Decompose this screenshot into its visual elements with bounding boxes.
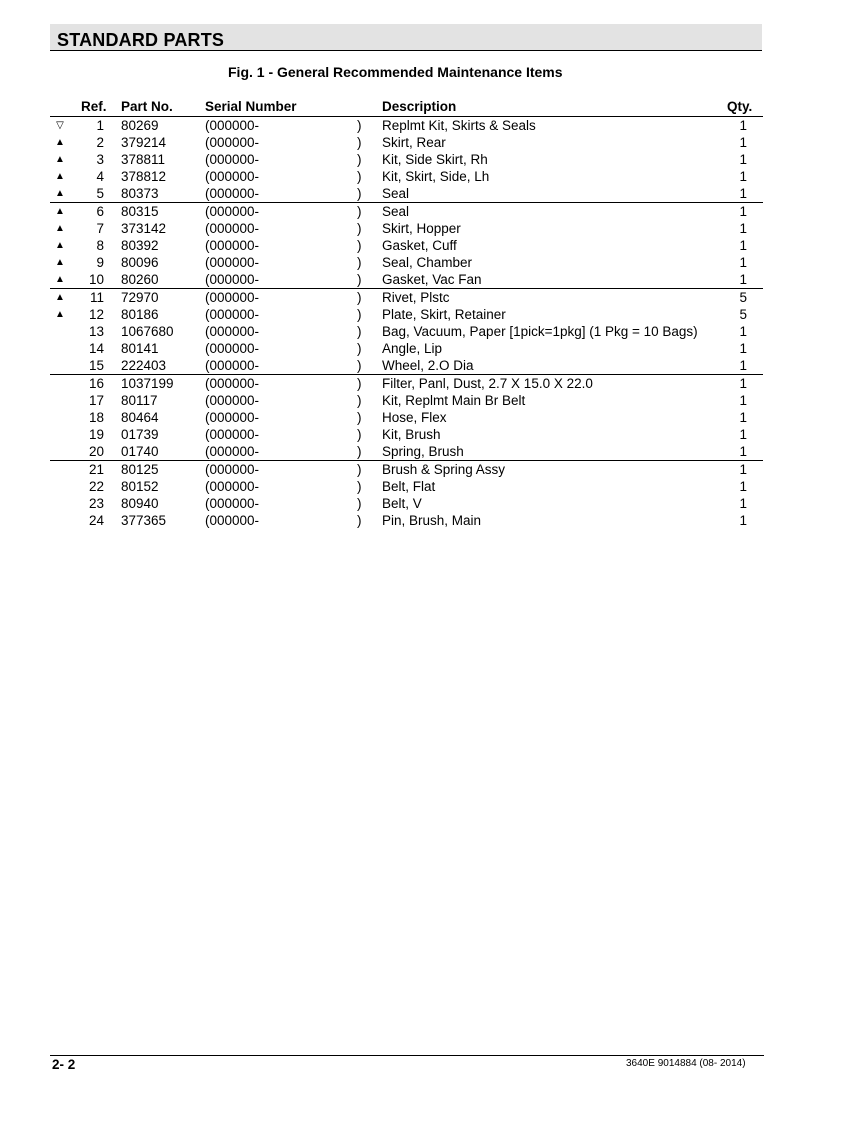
description-cell: Pin, Brush, Main bbox=[382, 513, 482, 528]
ref-cell: 7 bbox=[96, 221, 104, 236]
description-cell: Hose, Flex bbox=[382, 410, 447, 425]
description-cell: Rivet, Plstc bbox=[382, 290, 450, 305]
part-no-cell: 01739 bbox=[121, 427, 159, 442]
qty-cell: 1 bbox=[739, 152, 747, 167]
row-marker-icon: ▲ bbox=[55, 240, 65, 251]
ref-cell: 10 bbox=[88, 272, 104, 287]
ref-cell: 4 bbox=[96, 169, 104, 184]
section-header bbox=[50, 24, 762, 51]
part-no-cell: 01740 bbox=[121, 444, 159, 459]
description-cell: Replmt Kit, Skirts & Seals bbox=[382, 118, 536, 133]
part-no-cell: 80392 bbox=[121, 238, 159, 253]
description-cell: Seal, Chamber bbox=[382, 255, 473, 270]
serial-number-cell: (000000- bbox=[205, 427, 260, 442]
qty-cell: 1 bbox=[739, 341, 747, 356]
description-cell: Angle, Lip bbox=[382, 341, 443, 356]
row-marker-icon: ▽ bbox=[56, 120, 64, 131]
serial-number-cell: (000000- bbox=[205, 358, 260, 373]
serial-close-cell: ) bbox=[357, 358, 362, 373]
serial-close-cell: ) bbox=[357, 221, 362, 236]
table-row bbox=[50, 461, 763, 478]
section-title: STANDARD PARTS bbox=[57, 30, 225, 50]
ref-cell: 24 bbox=[88, 513, 104, 528]
description-cell: Belt, V bbox=[382, 496, 422, 511]
row-marker-icon: ▲ bbox=[55, 171, 65, 182]
serial-close-cell: ) bbox=[357, 118, 362, 133]
part-no-cell: 80141 bbox=[121, 341, 159, 356]
column-header-ref: Ref. bbox=[81, 99, 107, 114]
part-no-cell: 80186 bbox=[121, 307, 159, 322]
part-no-cell: 1037199 bbox=[121, 376, 174, 391]
part-no-cell: 377365 bbox=[121, 513, 167, 528]
ref-cell: 22 bbox=[88, 479, 104, 494]
serial-close-cell: ) bbox=[357, 393, 362, 408]
description-cell: Seal bbox=[382, 186, 410, 201]
table-row bbox=[50, 375, 763, 392]
ref-cell: 19 bbox=[88, 427, 104, 442]
row-marker-icon: ▲ bbox=[55, 257, 65, 268]
row-marker-icon: ▲ bbox=[55, 309, 65, 320]
table-row bbox=[50, 117, 763, 134]
row-marker-icon: ▲ bbox=[55, 274, 65, 285]
serial-close-cell: ) bbox=[357, 307, 362, 322]
serial-number-cell: (000000- bbox=[205, 290, 260, 305]
serial-number-cell: (000000- bbox=[205, 135, 260, 150]
table-header bbox=[50, 98, 763, 117]
table-row bbox=[50, 323, 763, 340]
column-header-description: Description bbox=[382, 99, 457, 114]
serial-close-cell: ) bbox=[357, 324, 362, 339]
table-row bbox=[50, 512, 763, 529]
qty-cell: 1 bbox=[739, 118, 747, 133]
description-cell: Kit, Replmt Main Br Belt bbox=[382, 393, 526, 408]
description-cell: Skirt, Hopper bbox=[382, 221, 461, 236]
row-marker-icon: ▲ bbox=[55, 137, 65, 148]
serial-number-cell: (000000- bbox=[205, 238, 260, 253]
ref-cell: 8 bbox=[96, 238, 104, 253]
serial-number-cell: (000000- bbox=[205, 376, 260, 391]
qty-cell: 1 bbox=[739, 238, 747, 253]
serial-close-cell: ) bbox=[357, 479, 362, 494]
figure-title: Fig. 1 - General Recommended Maintenance Items bbox=[228, 64, 563, 80]
part-no-cell: 373142 bbox=[121, 221, 167, 236]
table-row bbox=[50, 306, 763, 323]
part-no-cell: 378812 bbox=[121, 169, 167, 184]
description-cell: Gasket, Cuff bbox=[382, 238, 457, 253]
serial-close-cell: ) bbox=[357, 290, 362, 305]
footer-divider bbox=[50, 1055, 764, 1056]
serial-close-cell: ) bbox=[357, 341, 362, 356]
description-cell: Kit, Side Skirt, Rh bbox=[382, 152, 488, 167]
row-marker-icon: ▲ bbox=[55, 223, 65, 234]
table-row bbox=[50, 237, 763, 254]
ref-cell: 18 bbox=[88, 410, 104, 425]
qty-cell: 5 bbox=[739, 307, 747, 322]
row-marker-icon: ▲ bbox=[55, 154, 65, 165]
ref-cell: 15 bbox=[88, 358, 104, 373]
serial-number-cell: (000000- bbox=[205, 152, 260, 167]
qty-cell: 1 bbox=[739, 410, 747, 425]
part-no-cell: 80152 bbox=[121, 479, 159, 494]
serial-number-cell: (000000- bbox=[205, 410, 260, 425]
ref-cell: 12 bbox=[88, 307, 104, 322]
description-cell: Spring, Brush bbox=[382, 444, 464, 459]
page-number: 2- 2 bbox=[52, 1057, 76, 1072]
qty-cell: 1 bbox=[739, 496, 747, 511]
description-cell: Kit, Brush bbox=[382, 427, 441, 442]
serial-number-cell: (000000- bbox=[205, 118, 260, 133]
table-row bbox=[50, 357, 763, 375]
ref-cell: 17 bbox=[88, 393, 104, 408]
serial-close-cell: ) bbox=[357, 255, 362, 270]
ref-cell: 1 bbox=[96, 118, 104, 133]
part-no-cell: 72970 bbox=[121, 290, 159, 305]
qty-cell: 1 bbox=[739, 393, 747, 408]
qty-cell: 1 bbox=[739, 204, 747, 219]
description-cell: Belt, Flat bbox=[382, 479, 436, 494]
description-cell: Kit, Skirt, Side, Lh bbox=[382, 169, 490, 184]
table-row bbox=[50, 409, 763, 426]
part-no-cell: 80464 bbox=[121, 410, 159, 425]
ref-cell: 21 bbox=[88, 462, 104, 477]
ref-cell: 23 bbox=[88, 496, 104, 511]
table-row bbox=[50, 443, 763, 461]
column-header-serial-number: Serial Number bbox=[205, 99, 297, 114]
serial-close-cell: ) bbox=[357, 238, 362, 253]
table-row bbox=[50, 185, 763, 203]
table-row bbox=[50, 220, 763, 237]
table-row bbox=[50, 203, 763, 220]
qty-cell: 1 bbox=[739, 324, 747, 339]
description-cell: Gasket, Vac Fan bbox=[382, 272, 482, 287]
serial-number-cell: (000000- bbox=[205, 221, 260, 236]
description-cell: Plate, Skirt, Retainer bbox=[382, 307, 506, 322]
table-row bbox=[50, 289, 763, 306]
qty-cell: 1 bbox=[739, 376, 747, 391]
row-marker-icon: ▲ bbox=[55, 292, 65, 303]
serial-number-cell: (000000- bbox=[205, 479, 260, 494]
serial-number-cell: (000000- bbox=[205, 393, 260, 408]
qty-cell: 1 bbox=[739, 255, 747, 270]
table-row bbox=[50, 495, 763, 512]
serial-number-cell: (000000- bbox=[205, 462, 260, 477]
serial-close-cell: ) bbox=[357, 376, 362, 391]
part-no-cell: 80117 bbox=[121, 393, 158, 408]
table-row bbox=[50, 340, 763, 357]
parts-table bbox=[50, 98, 763, 529]
table-row bbox=[50, 478, 763, 495]
serial-close-cell: ) bbox=[357, 496, 362, 511]
serial-number-cell: (000000- bbox=[205, 204, 260, 219]
serial-number-cell: (000000- bbox=[205, 444, 260, 459]
description-cell: Wheel, 2.O Dia bbox=[382, 358, 474, 373]
part-no-cell: 379214 bbox=[121, 135, 167, 150]
part-no-cell: 80315 bbox=[121, 204, 159, 219]
ref-cell: 16 bbox=[88, 376, 104, 391]
table-row bbox=[50, 426, 763, 443]
part-no-cell: 80260 bbox=[121, 272, 159, 287]
ref-cell: 2 bbox=[96, 135, 104, 150]
qty-cell: 1 bbox=[739, 358, 747, 373]
column-header-qty: Qty. bbox=[727, 99, 753, 114]
row-marker-icon: ▲ bbox=[55, 206, 65, 217]
serial-close-cell: ) bbox=[357, 410, 362, 425]
serial-close-cell: ) bbox=[357, 513, 362, 528]
ref-cell: 11 bbox=[89, 290, 104, 305]
serial-number-cell: (000000- bbox=[205, 272, 260, 287]
table-row bbox=[50, 151, 763, 168]
serial-close-cell: ) bbox=[357, 427, 362, 442]
part-no-cell: 80096 bbox=[121, 255, 159, 270]
serial-close-cell: ) bbox=[357, 152, 362, 167]
document-reference: 3640E 9014884 (08- 2014) bbox=[626, 1058, 746, 1069]
row-marker-icon: ▲ bbox=[55, 188, 65, 199]
qty-cell: 1 bbox=[739, 444, 747, 459]
serial-number-cell: (000000- bbox=[205, 169, 260, 184]
ref-cell: 9 bbox=[96, 255, 104, 270]
table-row bbox=[50, 392, 763, 409]
serial-number-cell: (000000- bbox=[205, 496, 260, 511]
description-cell: Brush & Spring Assy bbox=[382, 462, 506, 477]
serial-close-cell: ) bbox=[357, 135, 362, 150]
part-no-cell: 80940 bbox=[121, 496, 159, 511]
serial-close-cell: ) bbox=[357, 169, 362, 184]
ref-cell: 13 bbox=[88, 324, 104, 339]
part-no-cell: 80125 bbox=[121, 462, 159, 477]
part-no-cell: 222403 bbox=[121, 358, 167, 373]
part-no-cell: 80373 bbox=[121, 186, 159, 201]
qty-cell: 1 bbox=[739, 272, 747, 287]
qty-cell: 1 bbox=[739, 462, 747, 477]
qty-cell: 1 bbox=[739, 169, 747, 184]
serial-number-cell: (000000- bbox=[205, 186, 260, 201]
table-row bbox=[50, 254, 763, 271]
table-row bbox=[50, 134, 763, 151]
serial-close-cell: ) bbox=[357, 204, 362, 219]
serial-number-cell: (000000- bbox=[205, 255, 260, 270]
part-no-cell: 1067680 bbox=[121, 324, 174, 339]
table-row bbox=[50, 168, 763, 185]
ref-cell: 5 bbox=[96, 186, 104, 201]
part-no-cell: 80269 bbox=[121, 118, 159, 133]
table-row bbox=[50, 271, 763, 289]
description-cell: Bag, Vacuum, Paper [1pick=1pkg] (1 Pkg = 10 Bags) bbox=[382, 324, 698, 339]
part-no-cell: 378811 bbox=[121, 152, 166, 167]
table-body bbox=[50, 117, 763, 529]
ref-cell: 6 bbox=[96, 204, 104, 219]
qty-cell: 1 bbox=[739, 479, 747, 494]
serial-close-cell: ) bbox=[357, 444, 362, 459]
qty-cell: 1 bbox=[739, 513, 747, 528]
serial-number-cell: (000000- bbox=[205, 513, 260, 528]
serial-number-cell: (000000- bbox=[205, 307, 260, 322]
ref-cell: 20 bbox=[88, 444, 104, 459]
serial-close-cell: ) bbox=[357, 462, 362, 477]
qty-cell: 1 bbox=[739, 221, 747, 236]
description-cell: Seal bbox=[382, 204, 410, 219]
ref-cell: 14 bbox=[88, 341, 104, 356]
qty-cell: 5 bbox=[739, 290, 747, 305]
qty-cell: 1 bbox=[739, 427, 747, 442]
description-cell: Filter, Panl, Dust, 2.7 X 15.0 X 22.0 bbox=[382, 376, 593, 391]
column-header-part-no: Part No. bbox=[121, 99, 173, 114]
qty-cell: 1 bbox=[739, 186, 747, 201]
serial-close-cell: ) bbox=[357, 272, 362, 287]
ref-cell: 3 bbox=[96, 152, 104, 167]
serial-close-cell: ) bbox=[357, 186, 362, 201]
description-cell: Skirt, Rear bbox=[382, 135, 446, 150]
serial-number-cell: (000000- bbox=[205, 324, 260, 339]
serial-number-cell: (000000- bbox=[205, 341, 260, 356]
qty-cell: 1 bbox=[739, 135, 747, 150]
